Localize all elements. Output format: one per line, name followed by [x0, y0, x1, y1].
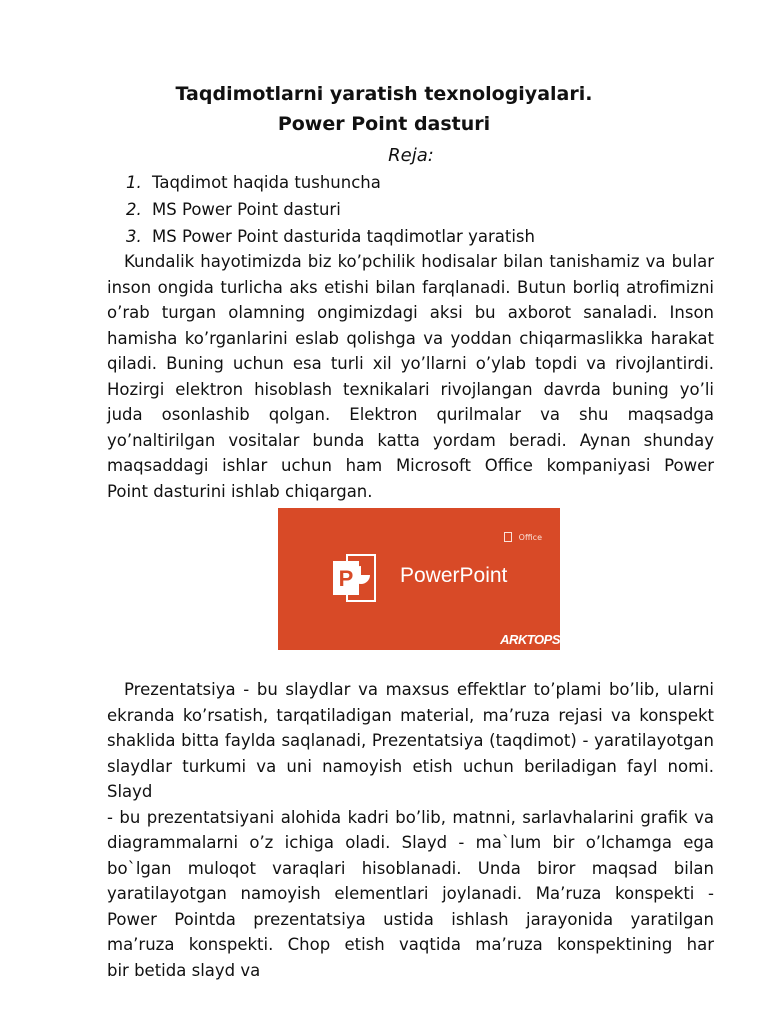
office-brand-tag: Office — [518, 533, 542, 542]
paragraph-line: Kundalik hayotimizda biz ko’pchilik hodisalar bilan tanishamiz va bular — [124, 252, 714, 271]
paragraph-line: slaydlar turkumi va uni namoyish etish uchun beriladigan fayl nomi. — [107, 756, 714, 776]
paragraph-line: bo`lgan muloqot varaqlari hisoblanadi. Unda biror maqsad bilan — [107, 858, 714, 878]
paragraph-line: yo’naltirilgan vositalar bunda katta yordam beradi. Aynan shunday — [107, 430, 714, 450]
paragraph-line: - bu prezentatsiyani alohida kadri bo’lib, matnni, sarlavhalarini grafik va — [107, 807, 714, 827]
plan-heading: Reja: — [388, 145, 434, 166]
product-name: PowerPoint — [400, 564, 508, 587]
paragraph-line: Prezentatsiya - bu slaydlar va maxsus effektlar to’plami bo’lib, ularni — [124, 680, 714, 699]
powerpoint-logo-image — [278, 508, 560, 650]
paragraph-line: qiladi. Buning uchun esa turli xil yo’llarni o’ylab topdi va rivojlantirdi. — [107, 354, 714, 373]
plan-item-number: 3. — [126, 227, 142, 246]
office-icon — [504, 532, 512, 542]
paragraph-line: inson ongida turlicha aks etishi bilan farqlanadi. Butun borliq atrofimizni — [107, 277, 714, 297]
plan-item — [126, 196, 535, 223]
intro-paragraph — [107, 249, 714, 504]
plan-item — [126, 223, 535, 250]
plan-item-text: MS Power Point dasturida taqdimotlar yaratish — [152, 227, 535, 246]
paragraph-line: Slayd — [107, 782, 153, 801]
paragraph-line: Point dasturini ishlab chiqargan. — [107, 481, 373, 501]
paragraph-line: Hozirgi elektron hisoblash texnikalari rivojlangan davrda buning yo’li — [107, 379, 714, 399]
paragraph-line: maqsaddagi ishlar uchun ham Microsoft Office kompaniyasi Power — [107, 456, 714, 475]
paragraph-line: Power Pointda prezentatsiya ustida ishlash jarayonida yaratilgan — [107, 909, 714, 929]
plan-list — [126, 169, 535, 250]
paragraph-line: bir betida slayd va — [107, 960, 261, 980]
paragraph-line: ma’ruza konspekti. Chop etish vaqtida ma’ruza konspektining har — [107, 935, 714, 954]
plan-item-number: 2. — [126, 200, 142, 219]
paragraph-line: yaratilayotgan namoyish elementlari joylanadi. Ma’ruza konspekti - — [107, 884, 714, 903]
plan-item-number: 1. — [126, 173, 142, 192]
watermark-text: ARKTOPS — [500, 632, 560, 647]
page-title: Taqdimotlarni yaratish texnologiyalari. — [175, 83, 593, 105]
plan-item-text: MS Power Point dasturi — [152, 200, 341, 219]
plan-item-text: Taqdimot haqida tushuncha — [152, 173, 381, 192]
paragraph-line: o’rab turgan olamning ongimizdagi aksi bu axborot sanaladi. Inson — [107, 303, 714, 322]
powerpoint-icon-letter: P — [338, 566, 354, 591]
powerpoint-icon — [333, 553, 377, 603]
paragraph-line: ekranda ko’rsatish, tarqatiladigan material, ma’ruza rejasi va konspekt — [107, 705, 714, 725]
paragraph-line: shaklida bitta faylda saqlanadi, Prezentatsiya (taqdimot) - yaratilayotgan — [107, 731, 714, 750]
paragraph-line: hamisha ko’rganlarini eslab qolishga va yoddan chiqarmaslikka harakat — [107, 328, 714, 348]
plan-item — [126, 169, 535, 196]
presentation-paragraph — [107, 677, 714, 983]
paragraph-line: juda osonlashib qolgan. Elektron qurilmalar va shu maqsadga — [107, 405, 714, 424]
paragraph-line: diagrammalarni o’z ichiga oladi. Slayd - ma`lum bir o’lchamga ega — [107, 833, 714, 852]
page-subtitle: Power Point dasturi — [277, 113, 491, 135]
